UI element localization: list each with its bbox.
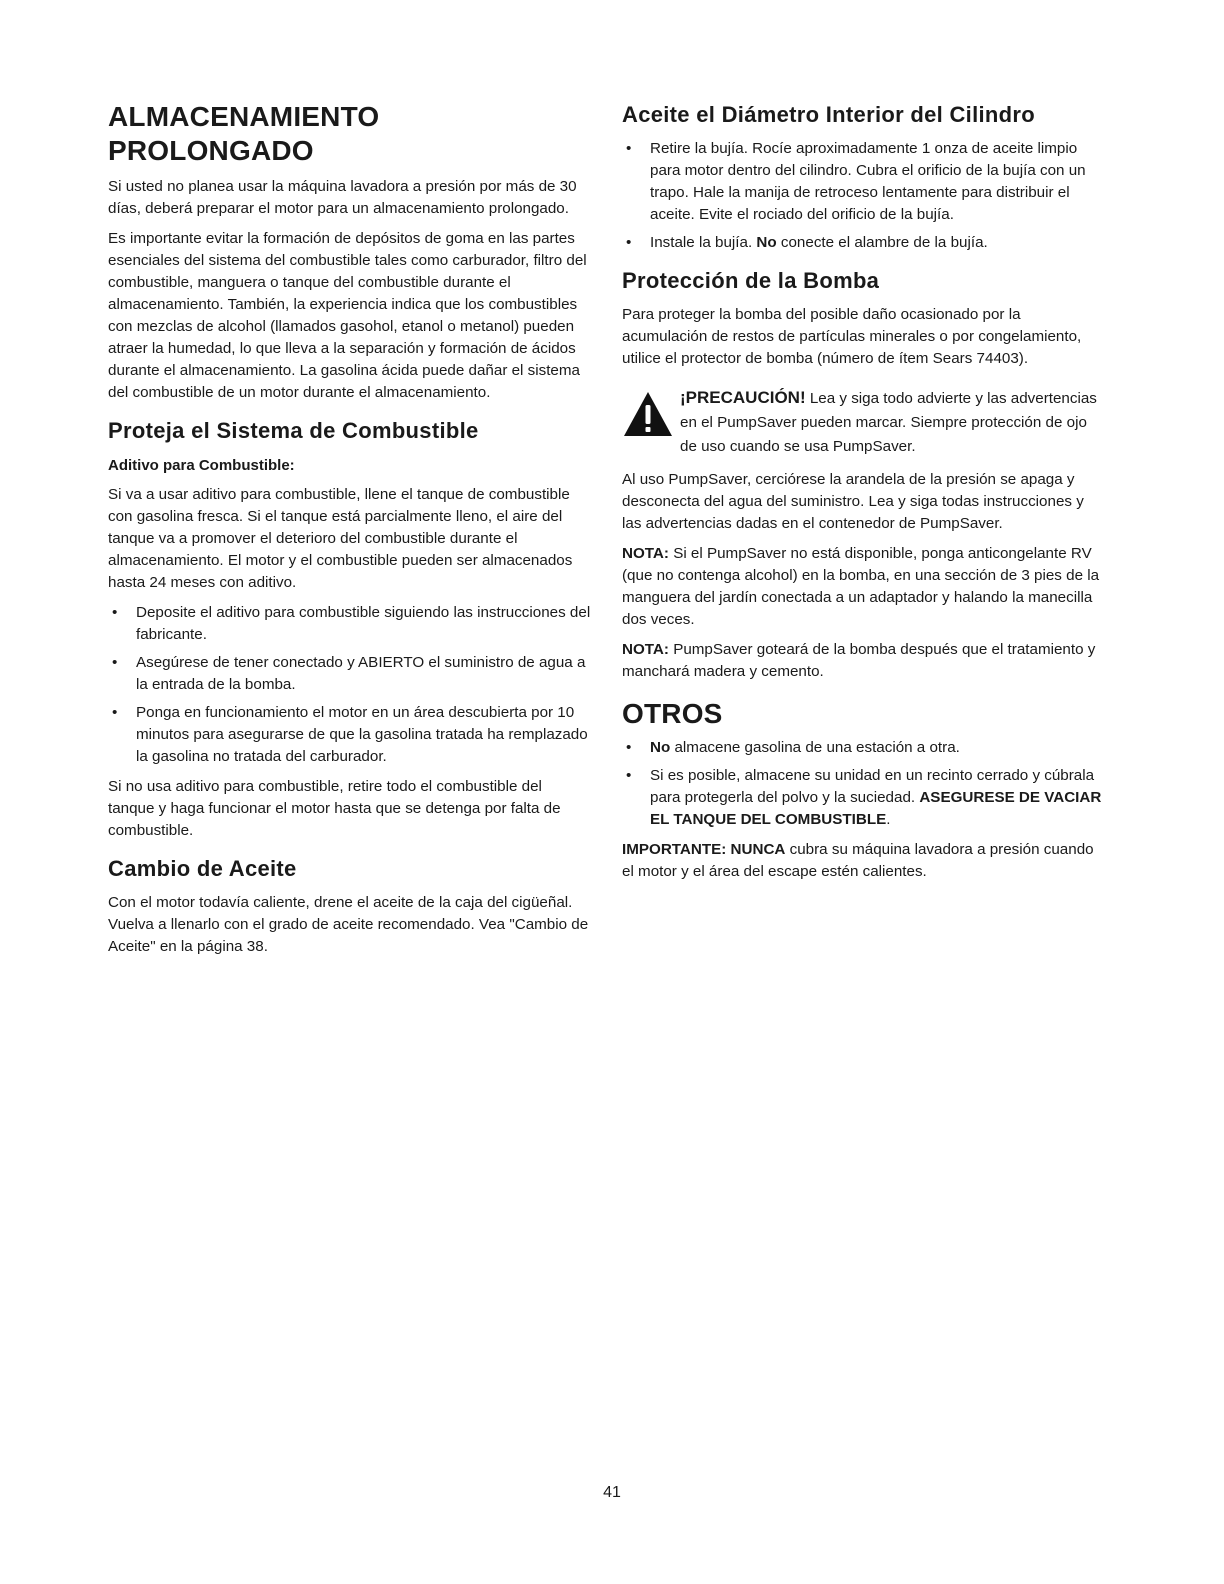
bullet-icon: •: [626, 739, 632, 756]
list-item: [108, 702, 592, 768]
list-item-text: Instale la bujía.: [650, 234, 753, 251]
emphasis-empty-tank: ASEGURESE DE VACIAR EL TANQUE DEL COMBUSTIBLE: [650, 789, 1102, 828]
list-item: [622, 737, 1106, 759]
warning-triangle-icon: [622, 390, 674, 438]
bullet-icon: •: [112, 604, 118, 621]
list-item-text: conecte el alambre de la bujía.: [780, 234, 988, 251]
important-label: IMPORTANTE: NUNCA: [622, 841, 786, 858]
heading-fuel-additive: Aditivo para Combustible:: [108, 457, 295, 474]
note-text: PumpSaver goteará de la bomba después que el tratamiento y manchará madera y cemento.: [622, 641, 1096, 680]
bullet-icon: •: [626, 140, 632, 157]
heading-oil-change: Cambio de Aceite: [108, 856, 297, 881]
list-item: [622, 232, 1106, 254]
list-item-text: almacene gasolina de una estación a otra.: [674, 739, 960, 756]
bullet-icon: •: [626, 234, 632, 251]
caution-body: Lea y siga todo advierte y las advertencias en el PumpSaver pueden marcar. Siempre protección de ojo de uso cuando se usa PumpSaver.: [680, 390, 1097, 455]
caution-block: [622, 386, 1106, 459]
note-1: [622, 543, 1106, 631]
right-column: [622, 100, 1106, 891]
no-additive-paragraph: Si no usa aditivo para combustible, retire todo el combustible del tanque y haga funcionar el motor hasta que se detenga por falta de combustible.: [108, 778, 561, 839]
list-item-text: Asegúrese de tener conectado y ABIERTO el suministro de agua a la entrada de la bomba.: [136, 654, 586, 693]
page-number: 41: [603, 1484, 621, 1501]
note-2: [622, 639, 1106, 683]
intro-paragraph-1: Si usted no planea usar la máquina lavadora a presión por más de 30 días, deberá preparar el motor para un almacenamiento prolongado.: [108, 178, 577, 217]
list-item-text: Si es posible, almacene su unidad en un recinto cerrado y cúbrala para protegerla del polvo y la suciedad.: [650, 767, 1095, 806]
heading-pump-protection: Protección de la Bomba: [622, 268, 880, 293]
emphasis-no: No: [650, 739, 671, 756]
bullet-icon: •: [112, 654, 118, 671]
list-item: [622, 138, 1106, 226]
note-label: NOTA:: [622, 641, 669, 658]
note-label: NOTA:: [622, 545, 669, 562]
list-item: [108, 602, 592, 646]
important-paragraph: [622, 839, 1106, 883]
section-title-long-storage: ALMACENAMIENTO PROLONGADO: [108, 101, 380, 166]
list-item-text: Deposite el aditivo para combustible siguiendo las instrucciones del fabricante.: [136, 604, 591, 643]
cylinder-bullet-list: [622, 138, 1106, 254]
pumpsaver-paragraph: Al uso PumpSaver, cerciórese la arandela de la presión se apaga y desconecta del agua del suministro. Lea y siga todas instrucciones y las advertencias dadas en el contenedor de PumpSaver.: [622, 471, 1084, 532]
oil-change-paragraph: Con el motor todavía caliente, drene el aceite de la caja del cigüeñal. Vuelva a llenarlo con el grado de aceite recomendado. Vea "Cambio de Aceite" en la página 38.: [108, 894, 589, 955]
note-text: Si el PumpSaver no está disponible, ponga anticongelante RV (que no contenga alcohol) en la bomba, en una sección de 3 pies de la manguera del jardín conectada a un adaptador y halando la manecilla dos veces.: [622, 545, 1100, 628]
additive-paragraph: Si va a usar aditivo para combustible, llene el tanque de combustible con gasolina fresca. Si el tanque está parcialmente lleno, el aire del tanque va a promover el deterioro del combustible durante el almacenamiento. El motor y el combustible pueden ser almacenados hasta 24 meses con aditivo.: [108, 486, 573, 591]
emphasis-no: No: [756, 234, 777, 251]
caution-text: [680, 386, 1106, 459]
bullet-icon: •: [112, 704, 118, 721]
caution-label: ¡PRECAUCIÓN!: [680, 388, 806, 407]
additive-bullet-list: [108, 602, 592, 768]
left-column: [108, 100, 592, 966]
pump-protection-paragraph: Para proteger la bomba del posible daño ocasionado por la acumulación de restos de partículas minerales o por congelamiento, utilice el protector de bomba (número de ítem Sears 74403).: [622, 306, 1082, 367]
section-title-others: OTROS: [622, 698, 723, 729]
others-bullet-list: [622, 737, 1106, 831]
list-item: [108, 652, 592, 696]
list-item: [622, 765, 1106, 831]
heading-fuel-system: Proteja el Sistema de Combustible: [108, 418, 479, 443]
heading-cylinder-oil: Aceite el Diámetro Interior del Cilindro: [622, 102, 1035, 127]
bullet-icon: •: [626, 767, 632, 784]
important-text: cubra su máquina lavadora a presión cuando el motor y el área del escape estén calientes.: [622, 841, 1094, 880]
list-item-text: Ponga en funcionamiento el motor en un área descubierta por 10 minutos para asegurarse de que la gasolina tratada ha remplazado la gasolina no tratada del carburador.: [136, 704, 588, 765]
intro-paragraph-2: Es importante evitar la formación de depósitos de goma en las partes esenciales del sistema del combustible tales como carburador, filtro del combustible, manguera o tanque del combustible durante el almacenamiento. También, la experiencia indica que los combustibles con mezclas de alcohol (llamados gasohol, etanol o metanol) pueden atraer la humedad, lo que lleva a la separación y formación de ácidos durante el almacenamiento. La gasolina ácida puede dañar el sistema del combustible de un motor durante el almacenamiento.: [108, 230, 587, 401]
punctuation: .: [886, 811, 891, 828]
list-item-text: Retire la bujía. Rocíe aproximadamente 1 onza de aceite limpio para motor dentro del cilindro. Cubra el orificio de la bujía con un trapo. Hale la manija de retroceso lentamente para distribuir el aceite. Evite el rociado del orificio de la bujía.: [650, 140, 1086, 223]
